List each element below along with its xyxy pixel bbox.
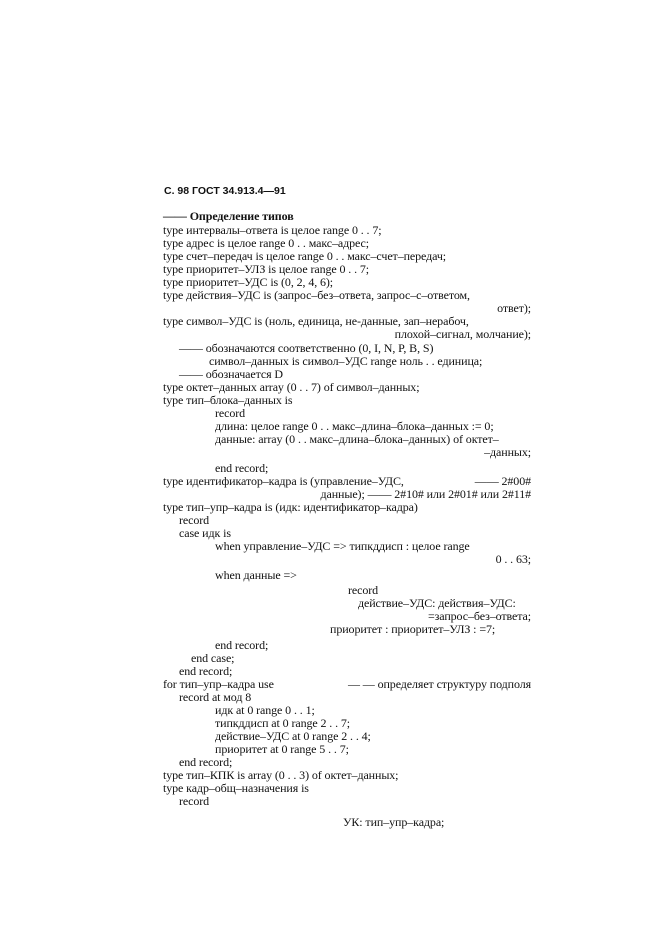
code-line: ответ); [497,301,531,315]
code-line: приоритет : приоритет–УЛЗ : =7; [330,622,496,636]
code-line: type счет–передач is целое range 0 . . макс–счет–передач; [163,249,447,263]
code-line: —— 2#00# [474,474,531,488]
code-line: приоритет at 0 range 5 . . 7; [215,742,349,756]
code-line: типкддисп at 0 range 2 . . 7; [215,716,351,730]
code-line: end record; [215,638,269,652]
code-line: —— Определение типов [163,209,294,223]
code-line: record [348,583,379,597]
code-line: длина: целое range 0 . . макс–длина–блока–данных := 0; [215,419,494,433]
code-line: type действия–УДС is (запрос–без–ответа, запрос–с–ответом, [163,288,470,302]
code-line: идк at 0 range 0 . . 1; [215,703,315,717]
code-line: type приоритет–УДС is (0, 2, 4, 6); [163,275,334,289]
code-line: =запрос–без–ответа; [427,609,531,623]
code-line: —— обозначаются соответственно (0, I, N, P, B, S) [179,341,434,355]
code-line: 0 . . 63; [495,552,531,566]
code-line: type идентификатор–кадра is (управление–УДС, [163,474,404,488]
code-line: type кадр–общ–назначения is [163,781,309,795]
page-header: С. 98 ГОСТ 34.913.4—91 [164,185,286,197]
code-line: for тип–упр–кадра use [163,677,274,691]
code-line: when данные => [215,568,297,582]
code-line: действие–УДС at 0 range 2 . . 4; [215,729,371,743]
code-line: end record; [179,755,233,769]
code-line: —— обозначается D [179,367,284,381]
code-line: when управление–УДС => типкддисп : целое range [215,539,470,553]
code-line: данные); —— 2#10# или 2#01# или 2#11# [320,487,531,501]
code-line: — — определяет структуру подполя [347,677,531,691]
code-line: действие–УДС: действия–УДС: [358,596,516,610]
code-line: type тип–КПК is array (0 . . 3) of октет–данных; [163,768,399,782]
code-line: case идк is [179,526,231,540]
code-line: плохой–сигнал, молчание); [394,327,531,341]
code-line: type тип–блока–данных is [163,393,293,407]
code-line: record [179,794,210,808]
code-line: end record; [179,664,233,678]
code-line: type тип–упр–кадра is (идк: идентификатор–кадра) [163,500,418,514]
code-line: end case; [191,651,235,665]
code-line: УК: тип–упр–кадра; [343,815,445,829]
code-line: type адрес is целое range 0 . . макс–адрес; [163,236,370,250]
code-line: –данных; [484,445,531,459]
code-line: end record; [215,461,269,475]
code-line: record [215,406,246,420]
code-line: type приоритет–УЛЗ is целое range 0 . . 7; [163,262,370,276]
code-line: type символ–УДС is (ноль, единица, не-данные, зап–нерабоч, [163,314,469,328]
code-line: type октет–данных array (0 . . 7) of символ–данных; [163,380,420,394]
code-line: type интервалы–ответа is целое range 0 . . 7; [163,223,382,237]
code-line: record at мод 8 [179,690,252,704]
code-line: данные: array (0 . . макс–длина–блока–данных) of октет– [215,432,499,446]
code-line: символ–данных is символ–УДС range ноль . . единица; [209,354,483,368]
code-line: record [179,513,210,527]
